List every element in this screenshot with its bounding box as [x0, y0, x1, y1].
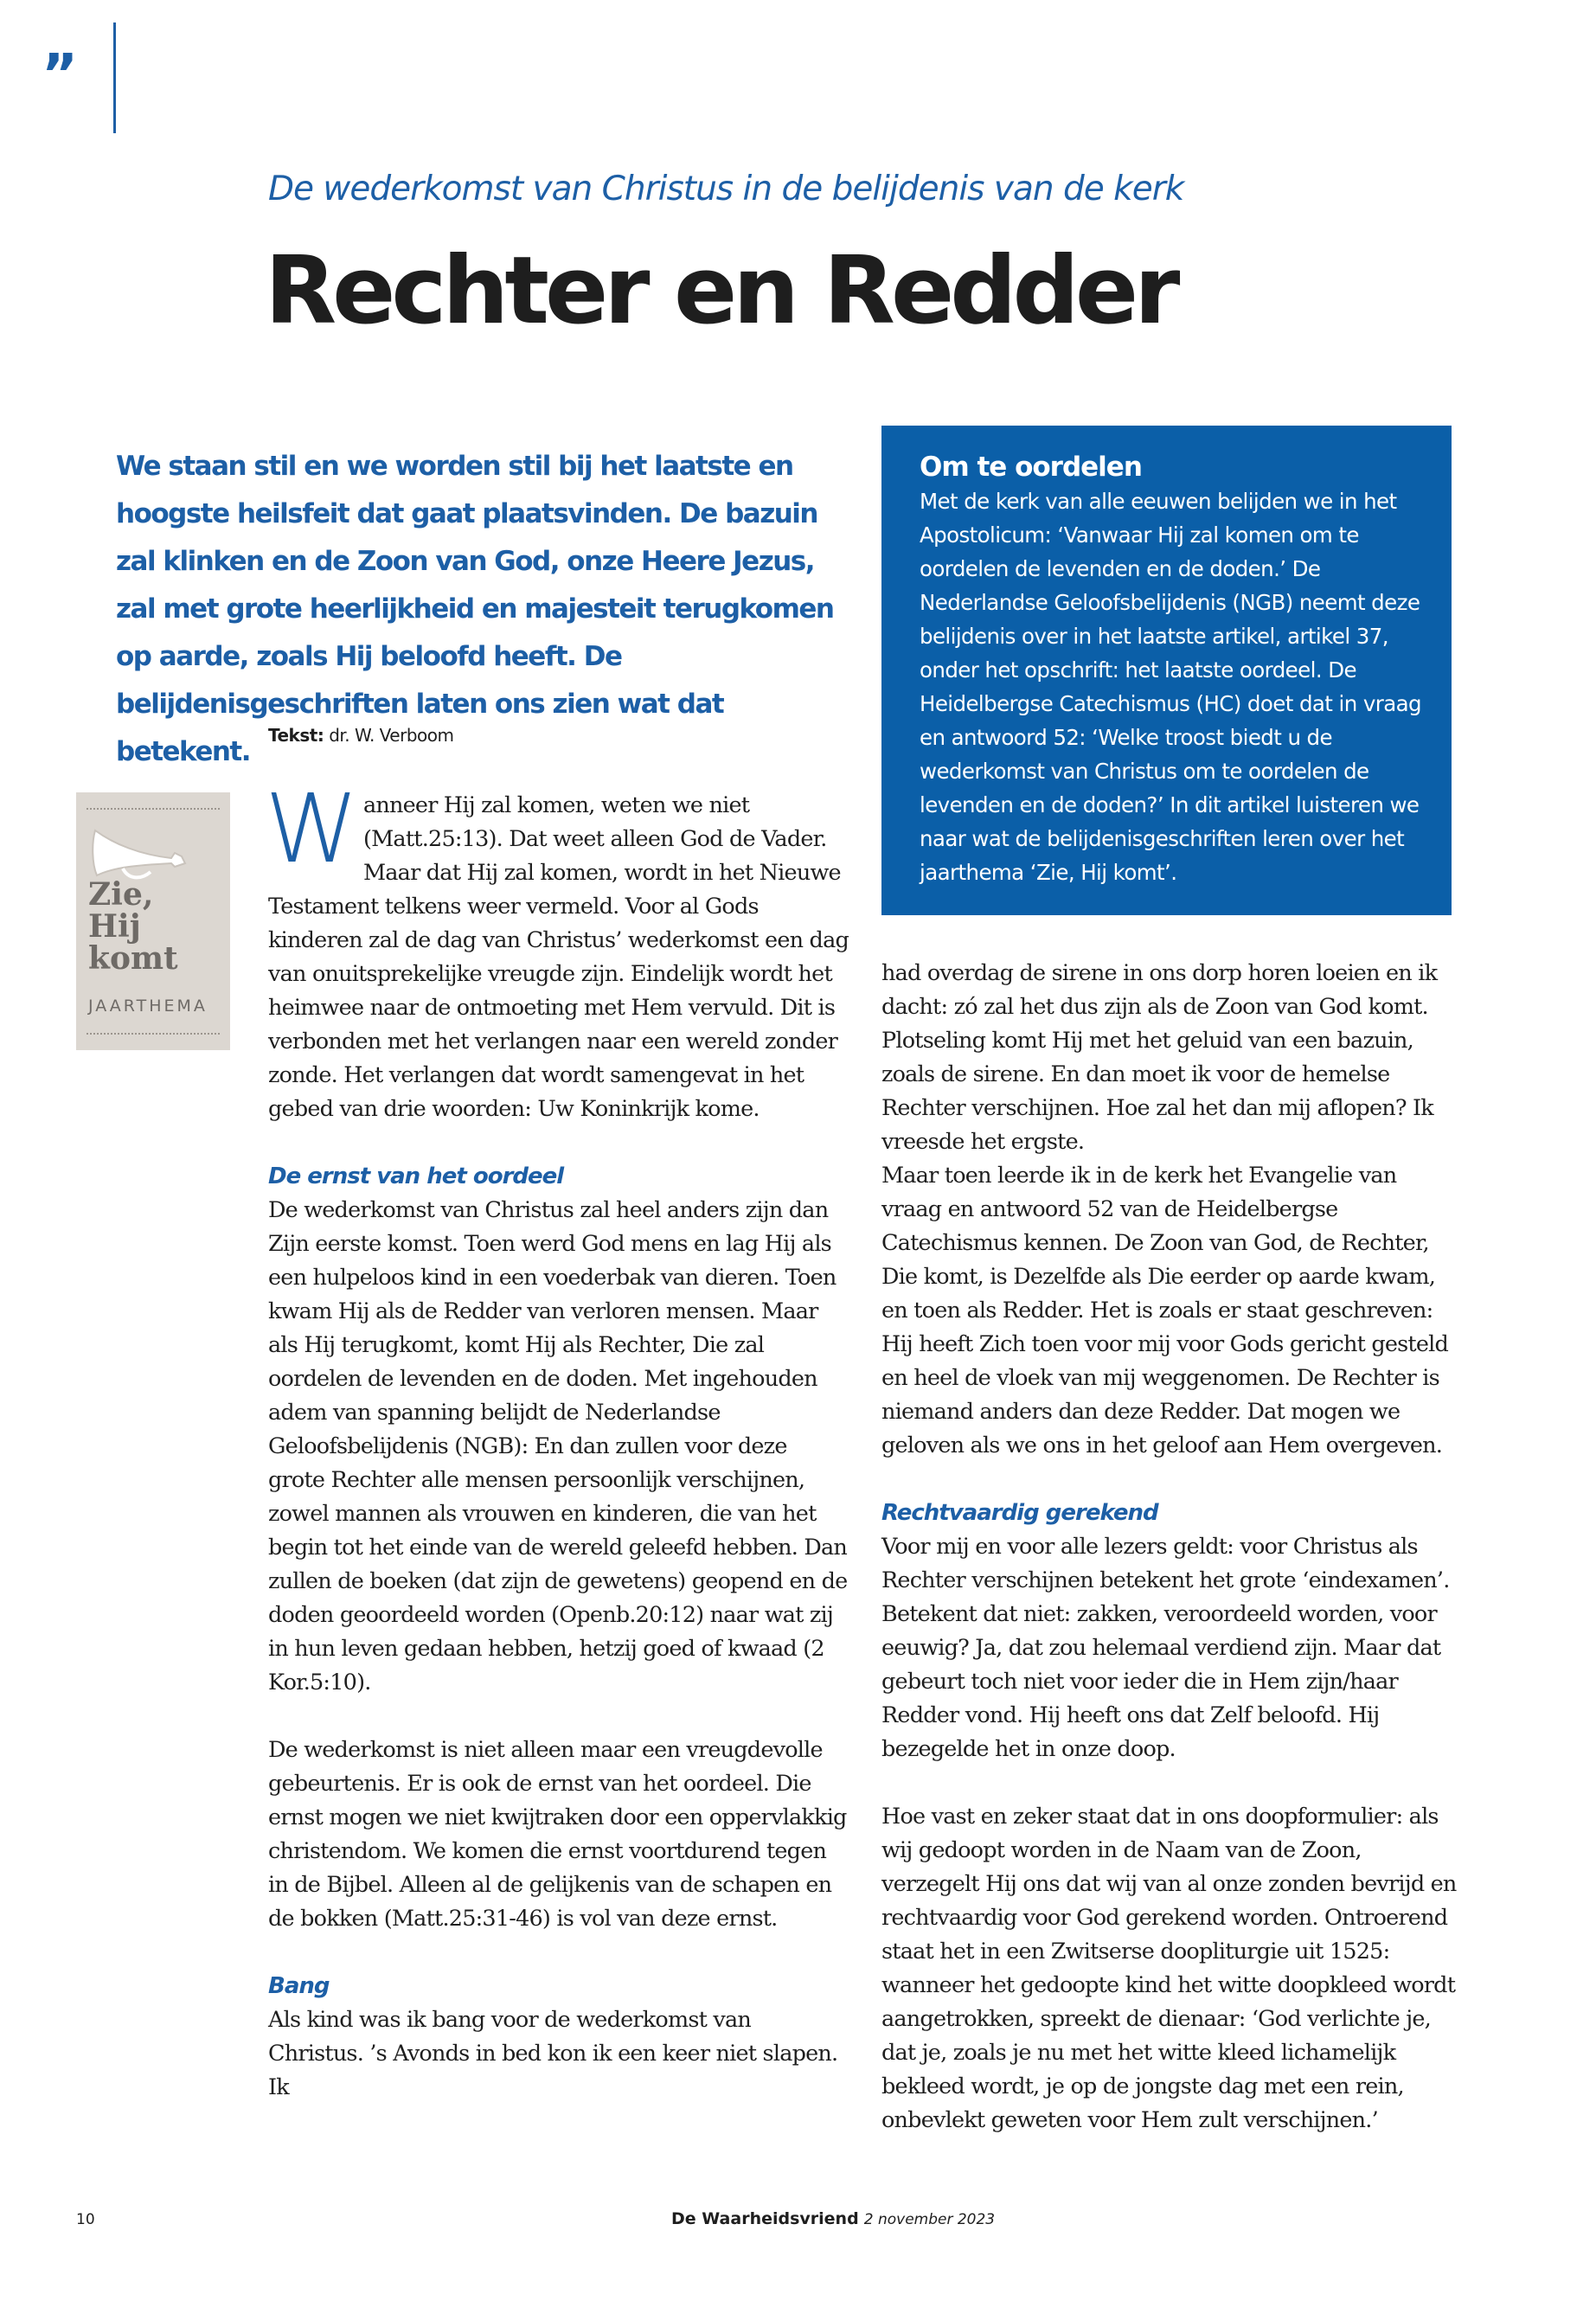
- byline-label: Tekst:: [268, 725, 324, 746]
- badge-title: Zie, Hij komt: [88, 876, 178, 977]
- info-box-text: Met de kerk van alle eeuwen belijden we in het Apostolicum: ‘Vanwaar Hij zal komen om te oordelen de levenden en de doden.’ De Nederlandse Geloofsbelijdenis (NGB) neemt deze belijdenis over in het laatste artikel, artikel 37, onder het opschrift: het laatste oordeel. De Heidelbergse Catechismus (HC) doet dat in vraag en antwoord 52: ‘Welke troost biedt u de wederkomst van Christus om te oordelen de levenden en de doden?’ In dit artikel luisteren we naar wat de belijdenisgeschriften leren over het jaarthema ‘Zie, Hij komt’.: [920, 489, 1421, 885]
- article-intro: We staan stil en we worden stil bij het laatste en hoogste heilsfeit dat gaat plaatsvinden. De bazuin zal klinken en de Zoon van God, onze Heere Jezus, zal met grote heerlijkheid en majesteit terugkomen op aarde, zoals Hij beloofd heeft. De belijdenisgeschriften laten ons zien wat dat betekent.: [116, 451, 834, 767]
- vertical-rule: [113, 22, 116, 133]
- article-title: Rechter en Redder: [265, 237, 1176, 345]
- paragraph-eindexamen: Voor mij en voor alle lezers geldt: voor Christus als Rechter verschijnen betekent het grote ‘eindexamen’. Betekent dat niet: zakken, veroordeeld worden, voor eeuwig? Ja, dat zou helemaal verdiend zijn. Maar dat gebeurt toch niet voor ieder die in Hem zijn/haar Redder vond. Hij heeft ons dat Zelf beloofd. Hij bezegelde het in onze doop.: [881, 1534, 1450, 1762]
- byline: [268, 725, 454, 746]
- badge-dotted-rule-bottom: [87, 1033, 220, 1035]
- byline-author: dr. W. Verboom: [329, 725, 454, 746]
- section-heading-bang: Bang: [268, 1973, 330, 1999]
- footer-date: 2 november 2023: [863, 2211, 996, 2228]
- paragraph-vreugde: De wederkomst is niet alleen maar een vreugdevolle gebeurtenis. Er is ook de ernst van het oordeel. Die ernst mogen we niet kwijtraken door een oppervlakkig christendom. We komen die ernst voortdurend tegen in de Bijbel. Alleen al de gelijkenis van de schapen en de bokken (Matt.25:31-46) is vol van deze ernst.: [268, 1737, 847, 1932]
- paragraph-opening: [265, 773, 849, 1126]
- body-column-right: [881, 957, 1459, 2138]
- paragraph-ernst: De wederkomst van Christus zal heel anders zijn dan Zijn eerste komst. Toen werd God mens en lag Hij als een hulpeloos kind in een voederbak van dieren. Toen kwam Hij als de Redder van verloren mensen. Maar als Hij terugkomt, komt Hij als Rechter, Die zal oordelen de levenden en de doden. Met ingehouden adem van spanning belijdt de Nederlandse Geloofsbelijdenis (NGB): En dan zullen voor deze grote Rechter alle mensen persoonlijk verschijnen, zowel mannen als vrouwen en kinderen, die van het begin tot het einde van de wereld geleefd hebben. Dan zullen de boeken (dat zijn de gewetens) geopend en de doden geoordeeld worden (Openb.20:12) naar wat zij in hun leven gedaan hebben, hetzij goed of kwaad (2 Kor.5:10).: [268, 1197, 848, 1695]
- article-kicker: De wederkomst van Christus in de belijdenis van de kerk: [268, 170, 1184, 208]
- body-column-left: [265, 773, 849, 2105]
- info-box-heading: Om te oordelen: [920, 452, 1142, 483]
- paragraph-bang: Als kind was ik bang voor de wederkomst van Christus. ’s Avonds in bed kon ik een keer niet slapen. Ik: [268, 2007, 838, 2100]
- page-number: 10: [76, 2211, 95, 2228]
- info-box: [881, 426, 1452, 915]
- footer-publication: [671, 2209, 995, 2228]
- jaarthema-badge: [76, 792, 230, 1050]
- section-heading-rechtvaardig: Rechtvaardig gerekend: [881, 1500, 1158, 1526]
- badge-dotted-rule-top: [87, 808, 220, 810]
- paragraph-sirene: had overdag de sirene in ons dorp horen loeien en ik dacht: zó zal het dus zijn als de Zoon van God komt. Plotseling komt Hij met het geluid van een bazuin, zoals de sirene. En dan moet ik voor de hemelse Rechter verschijnen. Hoe zal het dan mij aflopen? Ik vreesde het ergste.: [881, 960, 1438, 1155]
- section-heading-ernst: De ernst van het oordeel: [268, 1163, 564, 1189]
- paragraph-doopformulier: Hoe vast en zeker staat dat in ons doopformulier: als wij gedoopt worden in de Naam van de Zoon, verzegelt Hij ons dat wij van al onze zonden bevrijd en rechtvaardig voor God gerekend worden. Ontroerend staat het in een Zwitserse doopliturgie uit 1525: wanneer het gedoopte kind het witte doopkleed wordt aangetrokken, spreekt de dienaar: ‘God verlichte je, dat je, zoals je nu met het witte kleed lichamelijk bekleed wordt, je op de jongste dag met een rein, onbevlekt geweten voor Hem zult verschijnen.’: [881, 1804, 1457, 2133]
- paragraph-opening-text: anneer Hij zal komen, weten we niet (Matt.25:13). Dat weet alleen God de Vader. Maar dat Hij zal komen, wordt in het Nieuwe Testament telkens weer vermeld. Voor al Gods kinderen zal de dag van Christus’ wederkomst een dag van onuitsprekelijke vreugde zijn. Eindelijk wordt het heimwee naar de ontmoeting met Hem vervuld. Dit is verbonden met het verlangen naar een wereld zonder zonde. Het verlangen dat wordt samengevat in het gebed van drie woorden: Uw Koninkrijk kome.: [268, 792, 849, 1122]
- badge-subtitle: JAARTHEMA: [88, 997, 208, 1016]
- paragraph-evangelie: Maar toen leerde ik in de kerk het Evangelie van vraag en antwoord 52 van de Heidelbergse Catechismus kennen. De Zoon van God, de Rechter, Die komt, is Dezelfde als Die eerder op aarde kwam, en toen als Redder. Het is zoals er staat geschreven: Hij heeft Zich toen voor mij voor Gods gericht gesteld en heel de vloek van mij weggenomen. De Rechter is niemand anders dan deze Redder. Dat mogen we geloven als we ons in het geloof aan Hem overgeven.: [881, 1163, 1449, 1458]
- quote-mark: ”: [42, 43, 79, 107]
- drop-cap: W: [265, 773, 358, 884]
- footer-magazine: De Waarheidsvriend: [671, 2209, 859, 2228]
